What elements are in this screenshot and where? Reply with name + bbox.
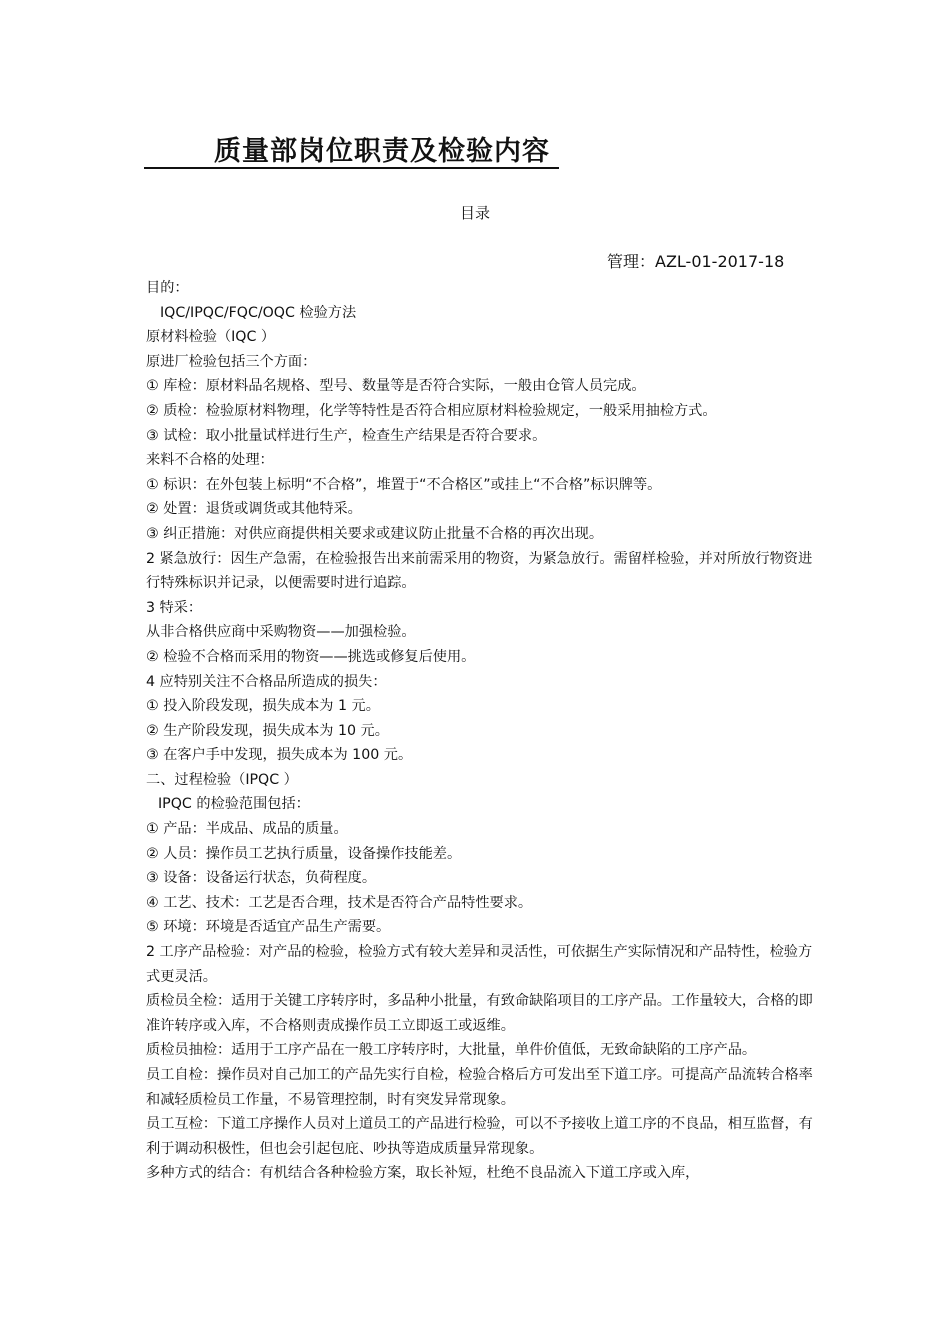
document-title-line — [144, 134, 550, 170]
paragraph: 2 工序产品检验：对产品的检验，检验方式有较大差异和灵活性，可依据生产实际情况和产品特性，检验方式更灵活。 — [146, 944, 813, 985]
paragraph: ① 标识：在外包装上标明“不合格”，堆置于“不合格区”或挂上“不合格”标识牌等。 — [146, 476, 662, 493]
paragraph: ② 生产阶段发现，损失成本为 10 元。 — [146, 722, 389, 739]
paragraph: 2 紧急放行：因生产急需，在检验报告出来前需采用的物资，为紧急放行。需留样检验，并对所放行物资进行特殊标识并记录，以便需要时进行追踪。 — [146, 550, 813, 592]
paragraph: ① 投入阶段发现，损失成本为 1 元。 — [146, 698, 380, 715]
paragraph: 质检员全检：适用于关键工序转序时，多品种小批量，有致命缺陷项目的工序产品。工作量较大，合格的即准许转序或入库，不合格则责成操作员工立即返工或返维。 — [146, 993, 813, 1034]
paragraph: 原进厂检验包括三个方面： — [146, 353, 317, 370]
paragraph: ③ 纠正措施：对供应商提供相关要求或建议防止批量不合格的再次出现。 — [146, 525, 604, 542]
paragraph: 员工互检：下道工序操作人员对上道员工的产品进行检验，可以不予接收上道工序的不良品，相互监督，有利于调动积极性，但也会引起包庇、吵执等造成质量异常现象。 — [146, 1116, 813, 1157]
title-underline — [144, 167, 559, 169]
paragraph: 二、过程检验（IPQC ） — [146, 771, 298, 788]
document-body — [146, 276, 818, 1186]
paragraph: ⑤ 环境：环境是否适宜产品生产需要。 — [146, 919, 391, 936]
paragraph: ② 质检：检验原材料物理，化学等特性是否符合相应原材料检验规定，一般采用抽检方式。 — [146, 402, 717, 419]
paragraph: 目的： — [146, 280, 189, 296]
paragraph: 质检员抽检：适用于工序产品在一般工序转序时，大批量，单件价值低，无致命缺陷的工序产品。 — [146, 1042, 757, 1059]
paragraph: ③ 设备：设备运行状态，负荷程度。 — [146, 870, 377, 887]
paragraph: ④ 工艺、技术：工艺是否合理，技术是否符合产品特性要求。 — [146, 894, 533, 911]
paragraph: ③ 试检：取小批量试样进行生产，检查生产结果是否符合要求。 — [146, 427, 547, 444]
paragraph: 多种方式的结合：有机结合各种检验方案，取长补短，杜绝不良品流入下道工序或入库， — [146, 1165, 700, 1182]
paragraph: 3 特采： — [146, 599, 203, 616]
paragraph: IPQC 的检验范围包括： — [158, 796, 310, 813]
document-title: 质量部岗位职责及检验内容 — [214, 136, 550, 167]
paragraph: 原材料检验（IQC ） — [146, 329, 276, 346]
paragraph: ③ 在客户手中发现，损失成本为 100 元。 — [146, 747, 413, 764]
paragraph: 从非合格供应商中采购物资——加强检验。 — [146, 624, 416, 641]
paragraph: 4 应特别关注不合格品所造成的损失： — [146, 673, 387, 690]
paragraph: 来料不合格的处理： — [146, 452, 274, 469]
paragraph: ② 人员：操作员工艺执行质量，设备操作技能差。 — [146, 845, 462, 862]
paragraph: ① 产品：半成品、成品的质量。 — [146, 821, 348, 838]
paragraph: ① 库检：原材料品名规格、型号、数量等是否符合实际，一般由仓管人员完成。 — [146, 378, 646, 395]
paragraph: ② 检验不合格而采用的物资——挑选或修复后使用。 — [146, 648, 476, 665]
paragraph: ② 处置：退货或调货或其他特采。 — [146, 501, 362, 518]
management-code: 管理：AZL-01-2017-18 — [607, 252, 785, 271]
paragraph: 员工自检：操作员对自己加工的产品先实行自检，检验合格后方可发出至下道工序。可提高产品流转合格率和减轻质检员工作量，不易管理控制，时有突发异常现象。 — [146, 1067, 813, 1108]
paragraph: IQC/IPQC/FQC/OQC 检验方法 — [160, 304, 357, 321]
toc-label: 目录 — [459, 204, 490, 222]
